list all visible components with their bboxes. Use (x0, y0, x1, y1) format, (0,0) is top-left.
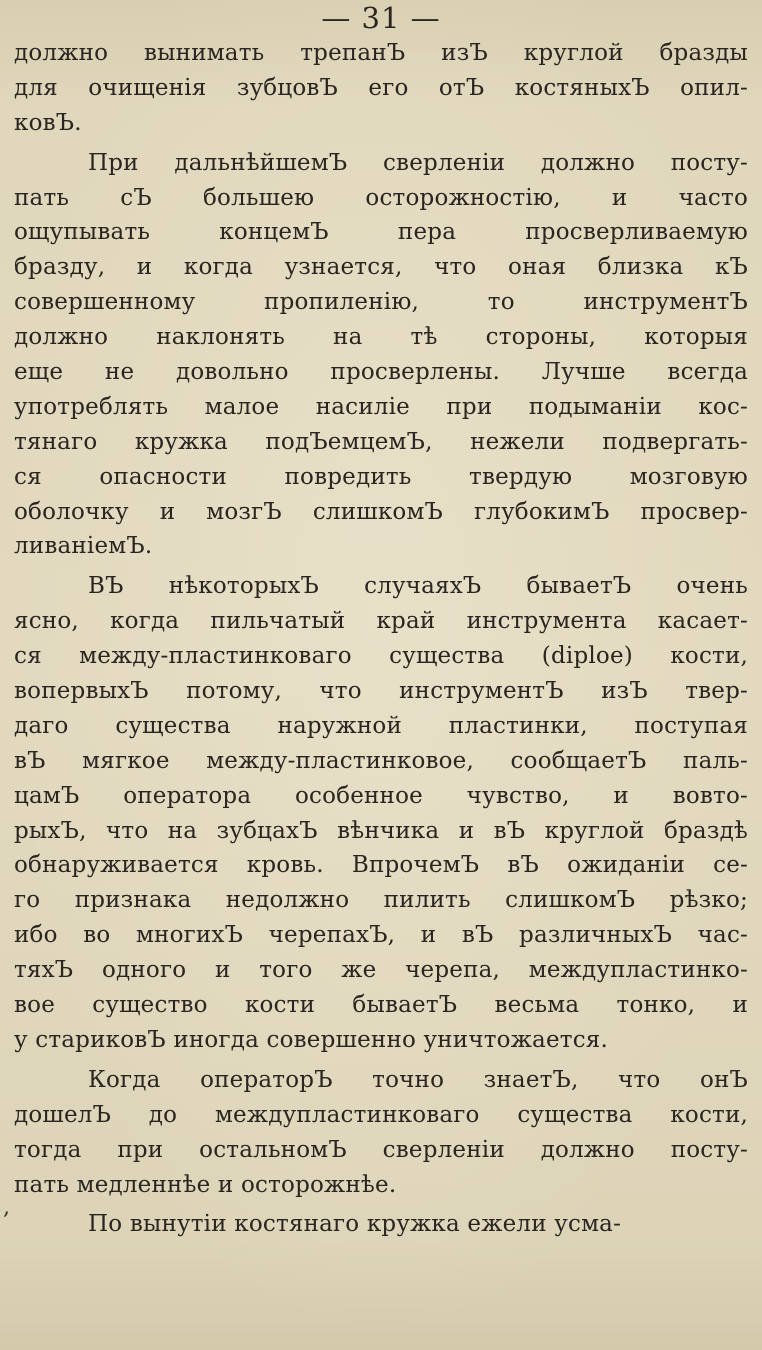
paragraph (14, 36, 748, 141)
text-line: ливаніемЪ. (14, 533, 153, 560)
text-line: При дальнѣйшемЪ сверленіи должно посту- (88, 149, 748, 176)
text-line: даго существа наружной пластинки, поступая (14, 712, 748, 739)
paragraph (14, 1063, 748, 1203)
text-line: ся между-пластинковаго существа (diploe) кости, (14, 643, 748, 670)
text-line: обнаруживается кровь. ВпрочемЪ вЪ ожиданіи се- (14, 852, 748, 879)
text-line: ковЪ. (14, 109, 82, 136)
text-line: ся опасности повредить твердую мозговую (14, 463, 748, 490)
text-line: еще не довольно просверлены. Лучше всегда (14, 359, 748, 386)
text-line: тогда при остальномЪ сверленіи должно посту- (14, 1136, 748, 1163)
text-line: ибо во многихЪ черепахЪ, и вЪ различныхЪ час- (14, 922, 748, 949)
text-line: пать сЪ большею осторожностію, и часто (14, 184, 748, 211)
text-line: тянаго кружка подЪемцемЪ, нежели подвергать- (14, 428, 748, 455)
text-line: для очищенія зубцовЪ его отЪ костяныхЪ опил- (14, 74, 748, 101)
text-line: пать медленнѣе и осторожнѣе. (14, 1171, 397, 1198)
body-text (14, 36, 748, 1242)
paragraph (14, 569, 748, 1057)
text-line: бразду, и когда узнается, что оная близка кЪ (14, 254, 748, 281)
text-line: совершенному пропиленію, то инструментЪ (14, 289, 748, 316)
text-line: цамЪ оператора особенное чувство, и вовто- (14, 782, 748, 809)
text-line: ясно, когда пильчатый край инструмента касает- (14, 608, 748, 635)
text-line: дошелЪ до междупластинковаго существа кости, (14, 1101, 748, 1128)
page-number: — 31 — (321, 1, 441, 35)
text-line: употреблять малое насиліе при подыманіи кос- (14, 393, 748, 420)
text-line: должно наклонять на тѣ стороны, которыя (14, 324, 748, 351)
paragraph (14, 1207, 748, 1242)
margin-mark: , (3, 1195, 10, 1220)
text-line: вЪ мягкое между-пластинковое, сообщаетЪ паль- (14, 747, 748, 774)
text-line: рыхЪ, что на зубцахЪ вѣнчика и вЪ круглой браздѣ (14, 817, 748, 844)
text-line: ВЪ нѣкоторыхЪ случаяхЪ бываетЪ очень (88, 573, 748, 600)
text-line: у стариковЪ иногда совершенно уничтожается. (14, 1026, 609, 1053)
text-line: го признака недолжно пилить слишкомЪ рѣзко; (14, 887, 748, 914)
text-line: вое существо кости бываетЪ весьма тонко, и (14, 992, 748, 1019)
text-line: По вынутіи костянаго кружка ежели усма- (88, 1211, 622, 1238)
text-line: вопервыхЪ потому, что инструментЪ изЪ твер- (14, 678, 748, 705)
text-line: оболочку и мозгЪ слишкомЪ глубокимЪ просвер- (14, 498, 748, 525)
text-line: ощупывать концемЪ пера просверливаемую (14, 219, 748, 246)
text-line: тяхЪ одного и того же черепа, междупластинко- (14, 957, 748, 984)
text-line: Когда операторЪ точно знаетЪ, что онЪ (88, 1066, 748, 1093)
paragraph (14, 146, 748, 565)
text-line: должно вынимать трепанЪ изЪ круглой бразды (14, 40, 748, 66)
